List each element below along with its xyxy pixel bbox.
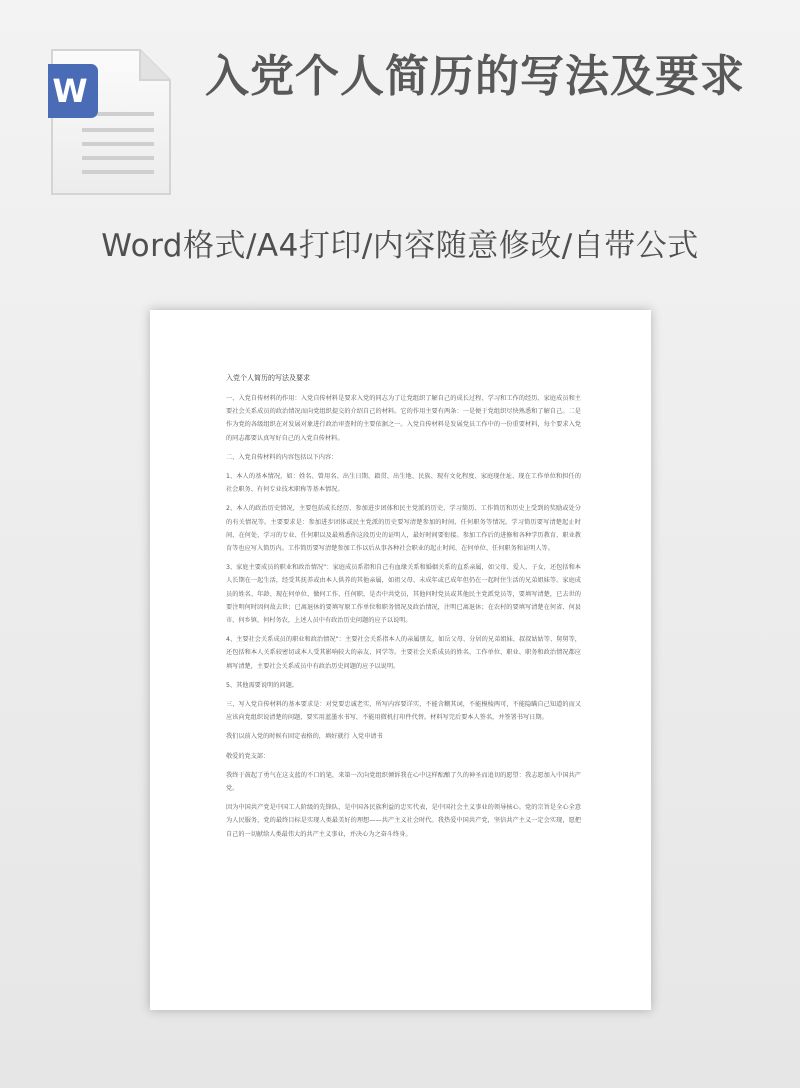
document-heading: 入党个人简历的写法及要求: [226, 374, 310, 382]
document-paragraph: 5、其他需要说明的问题。: [226, 681, 298, 689]
document-page: [150, 310, 651, 1010]
page-title: 入党个人简历的写法及要求: [205, 51, 745, 102]
document-paragraph: 3、家庭主要成员的职业和政治情况”：家庭成员系指和自己有血缘关系和婚姻关系的直系亲属，如父母、爱人、子女，还包括和本人长期在一起生活，经受其抚养或由本人供养的其他亲属，如祖父母、未成年或已成年但仍在一起时住生活的兄弟姐妹等。家庭成员的姓名、年龄、现在何单位、做何工作、任何职，是否中共党员，其他何时党员或其他民主党派党员等，要填写清楚，已去世的要注明何时因何故去世；已离退休的要填写原工作单位和职务情况及政治情况，注明已离退休；在农村的要填写清楚在何省、何县市、何乡镇、何村务农，上述人员中有政治历史问题的应予以说明。: [226, 564, 581, 625]
document-paragraph: 2、本人的政治历史情况，主要包括成长经历、参加进步团体和民主党派的历史、学习简历、工作简历和历史上受到的奖励或处分的有关情况等。主要要求是：参加进步团体或民主党派的历史要写清楚参加的时间、任何职务等情况。学习简历要写清楚起止时间、在何处、学习的专业、任何职以及最熟悉你这段历史的证明人，最好时间要衔接。参加工作后的进修和各种学历教育、职业教育等也应写入简历内。工作简历要写清楚参加工作以后从事各种社会职业的起止时间、在何单位、任何职务和证明人等。: [226, 505, 581, 553]
document-paragraph: 敬爱的党支部：: [226, 752, 270, 760]
document-paragraph: 1、本人的基本情况，如：姓名、曾用名、出生日期、籍贯、出生地、民族、现有文化程度、家庭现住址、现在工作单位和担任的社会职务、有何专业技术职称等基本情况。: [226, 473, 581, 494]
document-paragraph: 二、入党自传材料的内容包括以下内容：: [226, 453, 338, 461]
word-file-icon: [48, 46, 174, 198]
file-icon-letter: W: [52, 72, 88, 110]
document-paragraph: 我终于鼓起了勇气在这支蓝的不口的笔，来第一次向党组织倾诉我在心中这样酝酿了久的神圣而追切的愿望：我志愿加入中国共产党。: [226, 771, 581, 793]
document-paragraph: 一、入党自传材料的作用：入党自传材料是要求入党的同志为了让党组织了解自己的成长过程、学习和工作的经历、家庭成员和主要社会关系成员的政治情况而向党组织提交的介绍自己的材料。它的作用主要有两条：一是便于党组织尽快熟悉和了解自己。二是作为党的各级组织在对发展对象进行政治审查时的主要依据之一。入党自传材料是发展党员工作中的一份重要材料，每个要求入党的同志都要认真写好自己的入党自传材料。: [226, 395, 581, 442]
document-paragraph: 因为中国共产党是中国工人阶级的先锋队，是中国各民族利益的忠实代表，是中国社会主义事业的领导核心。党的宗旨是全心全意为人民服务，党的最终目标是实现人类最美好的理想——共产主义社会时代。我热爱中国共产党，坚信共产主义一定会实现，愿把自己的一切献给人类最伟大的共产主义事业，并决心为之奋斗终身。: [226, 804, 581, 838]
page-subtitle: Word格式/A4打印/内容随意修改/自带公式: [101, 228, 699, 264]
document-paragraph: 我们以前入党的时候有固定表格的，填好就行 入党申请书: [226, 733, 383, 741]
document-paragraph: 三、写入党自传材料的基本要求是：对党要忠诚老实，所写内容要详实，不能含糊其词，不能模棱两可，不能隐瞒自己知道的而又应该向党组织说清楚的问题，要实用蓝墨水书写，不能用微机打印件代替。材料写完后要本人签名，并签署书写日期。: [226, 701, 581, 722]
document-paragraph: 4、主要社会关系成员的职业和政治情况”：主要社会关系指本人的亲属朋友，如岳父母、分居的兄弟姐妹、叔叔姑姑等、舅舅等，还包括和本人关系较密切或本人受其影响较大的亲友、同学等。主要社会关系成员的姓名、工作单位、职业、职务和政治情况都应填写清楚，主要社会关系成员中有政治历史问题的应予以说明。: [226, 636, 581, 670]
